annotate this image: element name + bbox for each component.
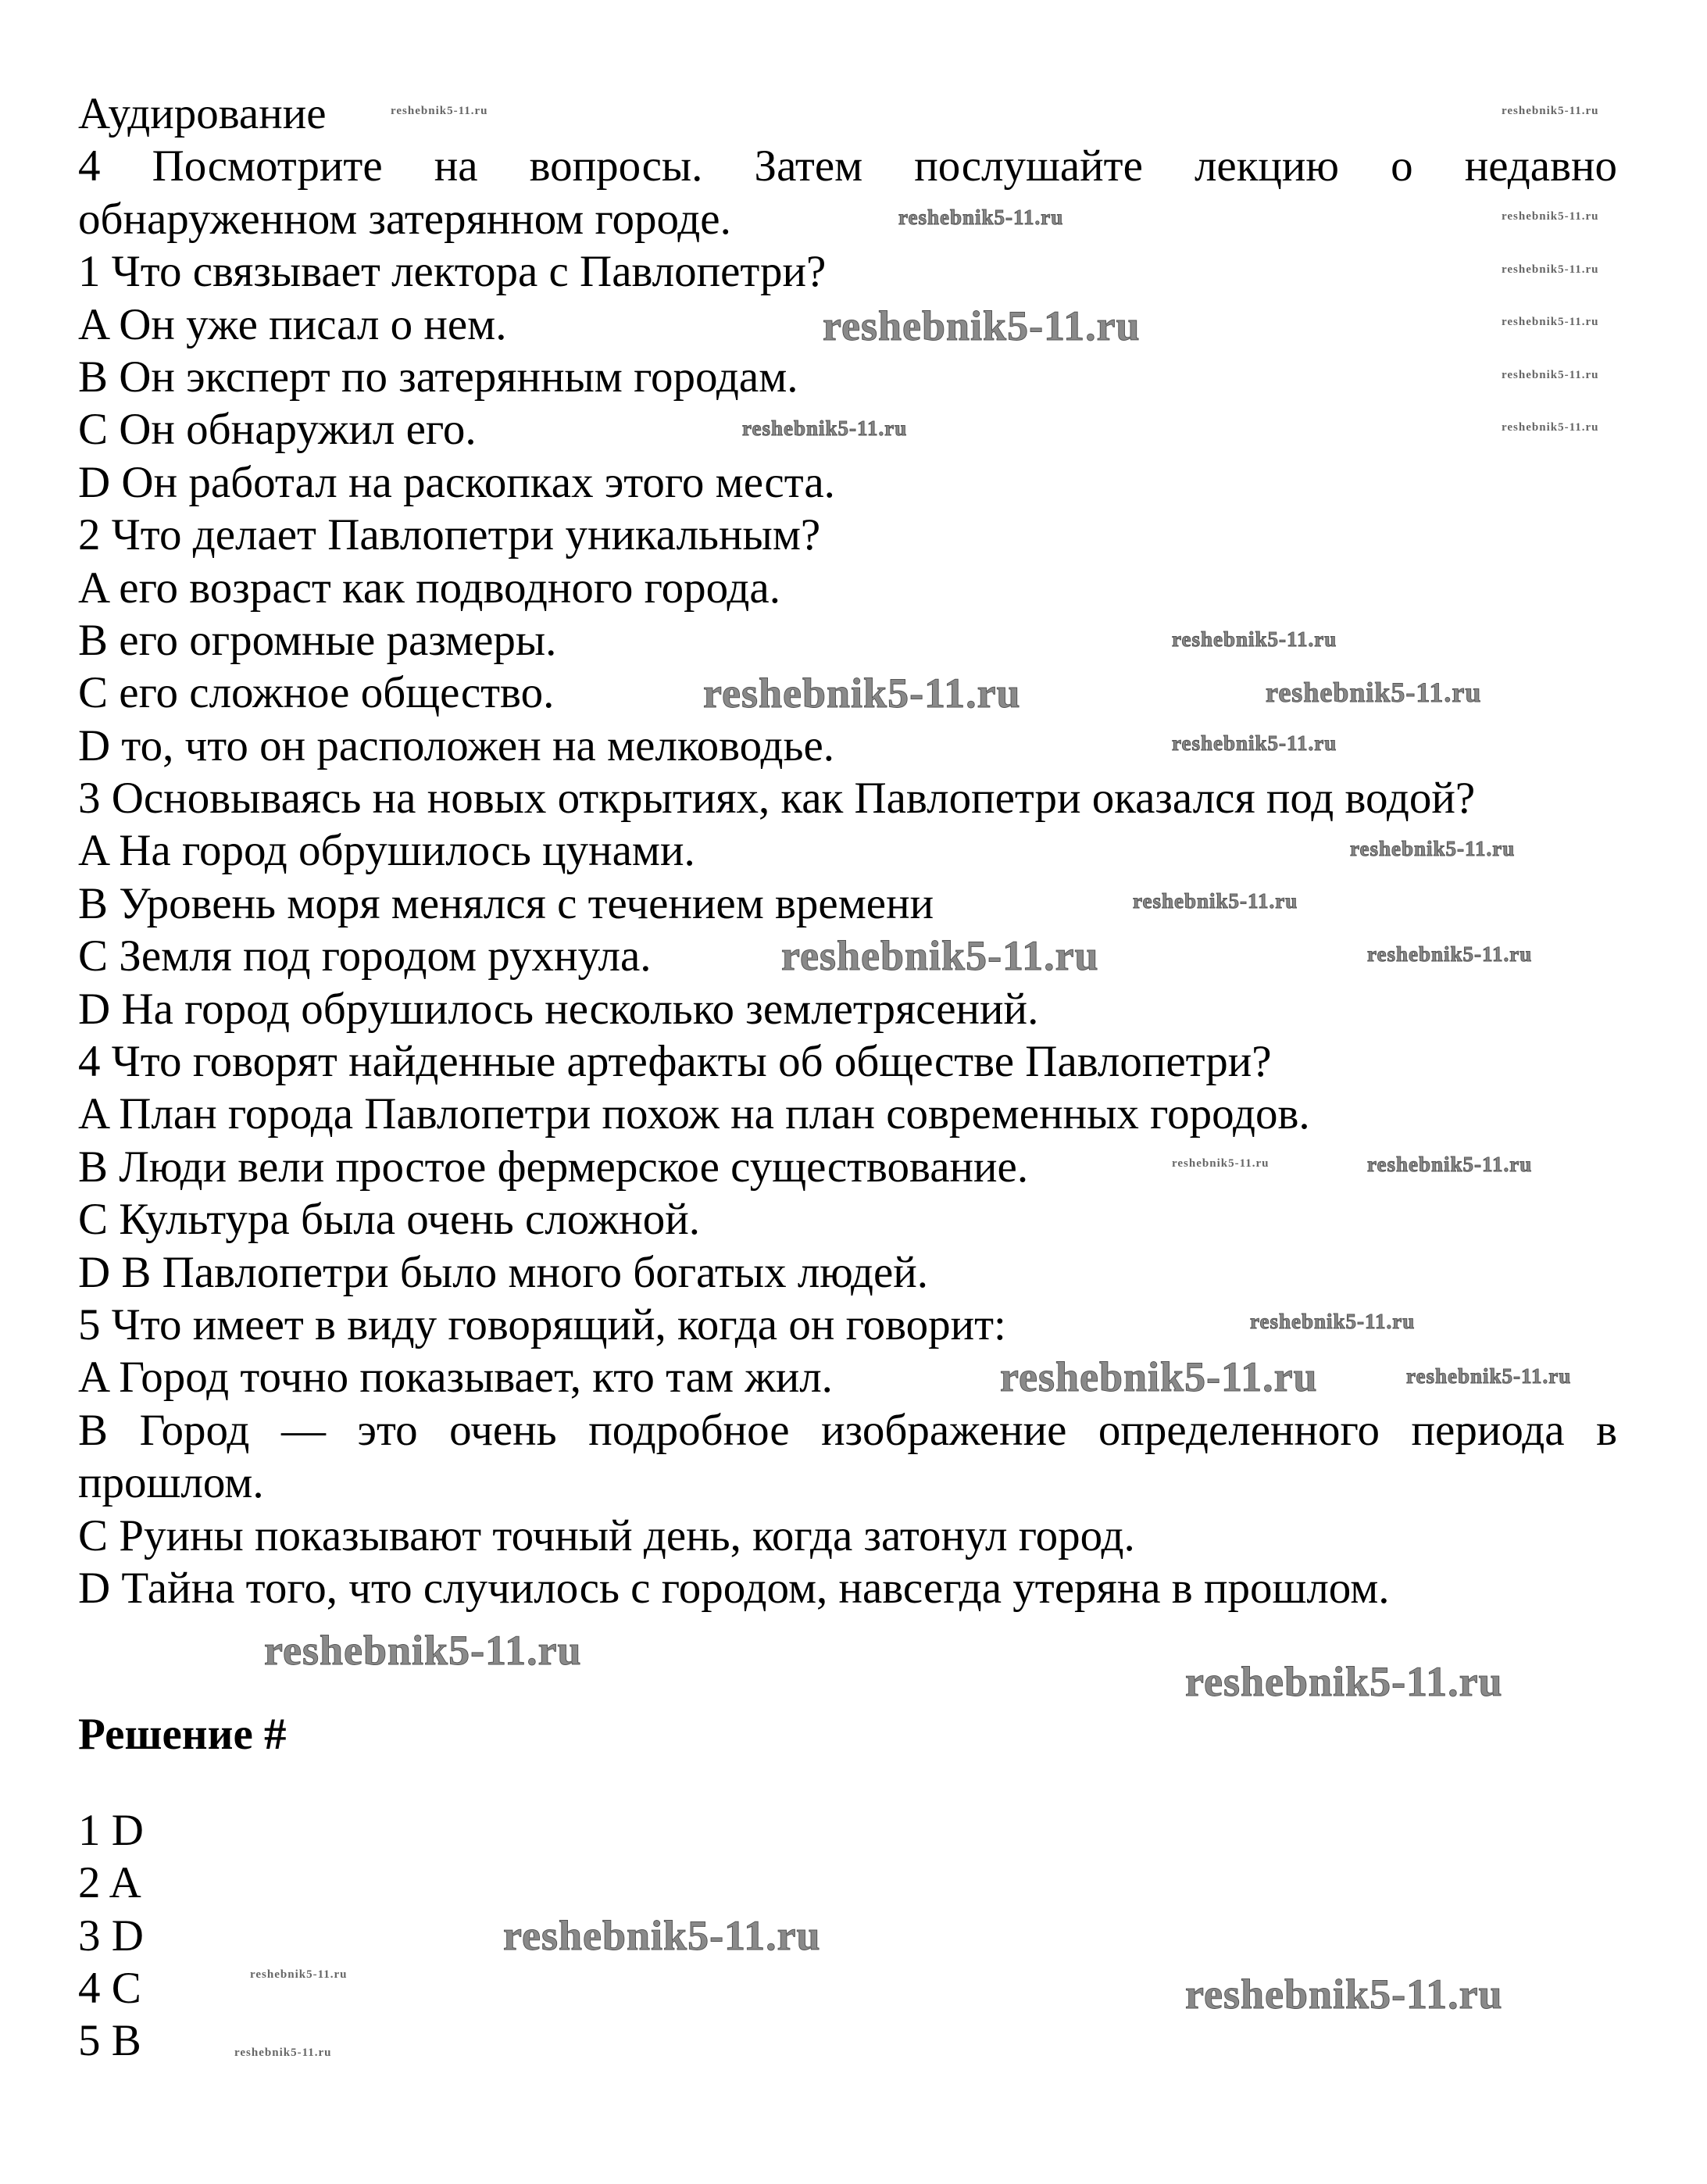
text-line: C его сложное общество.	[78, 668, 555, 718]
watermark: reshebnik5-11.ru	[1502, 369, 1599, 381]
text-line: A Он уже писал о нем.	[78, 299, 507, 349]
watermark: reshebnik5-11.ru	[742, 416, 908, 440]
text-line: 2 Что делает Павлопетри уникальным?	[78, 510, 821, 560]
text-line: 4 Что говорят найденные артефакты об обществе Павлопетри?	[78, 1037, 1272, 1087]
watermark: reshebnik5-11.ru	[391, 105, 488, 117]
text-line: D В Павлопетри было много богатых людей.	[78, 1247, 929, 1297]
text-line: C Земля под городом рухнула.	[78, 931, 652, 981]
watermark: reshebnik5-11.ru	[1502, 210, 1599, 223]
answer-item: 4 C	[78, 1963, 141, 2013]
watermark: reshebnik5-11.ru	[1502, 421, 1599, 434]
text-line: обнаруженном затерянном городе.	[78, 194, 731, 244]
watermark: reshebnik5-11.ru	[503, 1912, 821, 1959]
text-line: D На город обрушилось несколько землетрясений.	[78, 984, 1039, 1034]
watermark: reshebnik5-11.ru	[1502, 105, 1599, 117]
text-line: 5 Что имеет в виду говорящий, когда он говорит:	[78, 1299, 1006, 1349]
text-line: C Он обнаружил его.	[78, 405, 477, 455]
solution-title: Решение #	[78, 1710, 287, 1760]
watermark: reshebnik5-11.ru	[1502, 316, 1599, 328]
watermark: reshebnik5-11.ru	[781, 932, 1099, 979]
watermark: reshebnik5-11.ru	[703, 670, 1021, 717]
text-line: D то, что он расположен на мелководье.	[78, 720, 835, 770]
text-line: A Город точно показывает, кто там жил.	[78, 1353, 833, 1403]
answer-item: 1 D	[78, 1805, 144, 1855]
text-line: D Он работал на раскопках этого места.	[78, 457, 835, 507]
text-line: B Город — это очень подробное изображение определенного периода в	[78, 1405, 1617, 1455]
text-line: A его возраст как подводного города.	[78, 563, 780, 613]
text-line: B его огромные размеры.	[78, 615, 557, 665]
answer-item: 5 B	[78, 2016, 141, 2066]
answer-item: 2 A	[78, 1858, 141, 1908]
watermark: reshebnik5-11.ru	[1185, 1658, 1503, 1705]
watermark: reshebnik5-11.ru	[1000, 1353, 1318, 1400]
watermark: reshebnik5-11.ru	[1367, 942, 1533, 966]
watermark: reshebnik5-11.ru	[1172, 627, 1337, 651]
watermark: reshebnik5-11.ru	[1367, 1153, 1533, 1176]
answer-list	[78, 1804, 1617, 2068]
answer-item: 3 D	[78, 1911, 144, 1961]
text-line: 3 Основываясь на новых открытиях, как Павлопетри оказался под водой?	[78, 774, 1476, 824]
watermark: reshebnik5-11.ru	[234, 2046, 332, 2059]
watermark: reshebnik5-11.ru	[823, 302, 1141, 349]
text-line: B Люди вели простое фермерское существование.	[78, 1142, 1029, 1192]
watermark: reshebnik5-11.ru	[1350, 837, 1516, 860]
text-line: Аудирование	[78, 89, 327, 138]
watermark: reshebnik5-11.ru	[1172, 731, 1337, 755]
text-line: B Уровень моря менялся с течением времени	[78, 878, 934, 928]
watermark: reshebnik5-11.ru	[1406, 1364, 1572, 1388]
text-line: 4 Посмотрите на вопросы. Затем послушайте лекцию о недавно	[78, 141, 1617, 191]
text-line: A На город обрушилось цунами.	[78, 826, 695, 876]
text-line: прошлом.	[78, 1458, 264, 1508]
text-line: C Культура была очень сложной.	[78, 1195, 700, 1245]
text-line: B Он эксперт по затерянным городам.	[78, 352, 798, 402]
text-line: D Тайна того, что случилось с городом, навсегда утеряна в прошлом.	[78, 1563, 1390, 1613]
watermark: reshebnik5-11.ru	[264, 1627, 582, 1674]
watermark: reshebnik5-11.ru	[250, 1968, 348, 1981]
text-line: 1 Что связывает лектора с Павлопетри?	[78, 247, 827, 297]
watermark: reshebnik5-11.ru	[1502, 263, 1599, 276]
text-line: A План города Павлопетри похож на план современных городов.	[78, 1089, 1310, 1139]
watermark: reshebnik5-11.ru	[1172, 1157, 1270, 1170]
watermark: reshebnik5-11.ru	[1185, 1971, 1503, 2018]
text-line: C Руины показывают точный день, когда затонул город.	[78, 1510, 1135, 1560]
watermark: reshebnik5-11.ru	[1133, 889, 1298, 913]
watermark: reshebnik5-11.ru	[898, 206, 1064, 229]
document-body	[78, 88, 1617, 2068]
watermark: reshebnik5-11.ru	[1250, 1310, 1416, 1333]
watermark: reshebnik5-11.ru	[1266, 677, 1482, 708]
